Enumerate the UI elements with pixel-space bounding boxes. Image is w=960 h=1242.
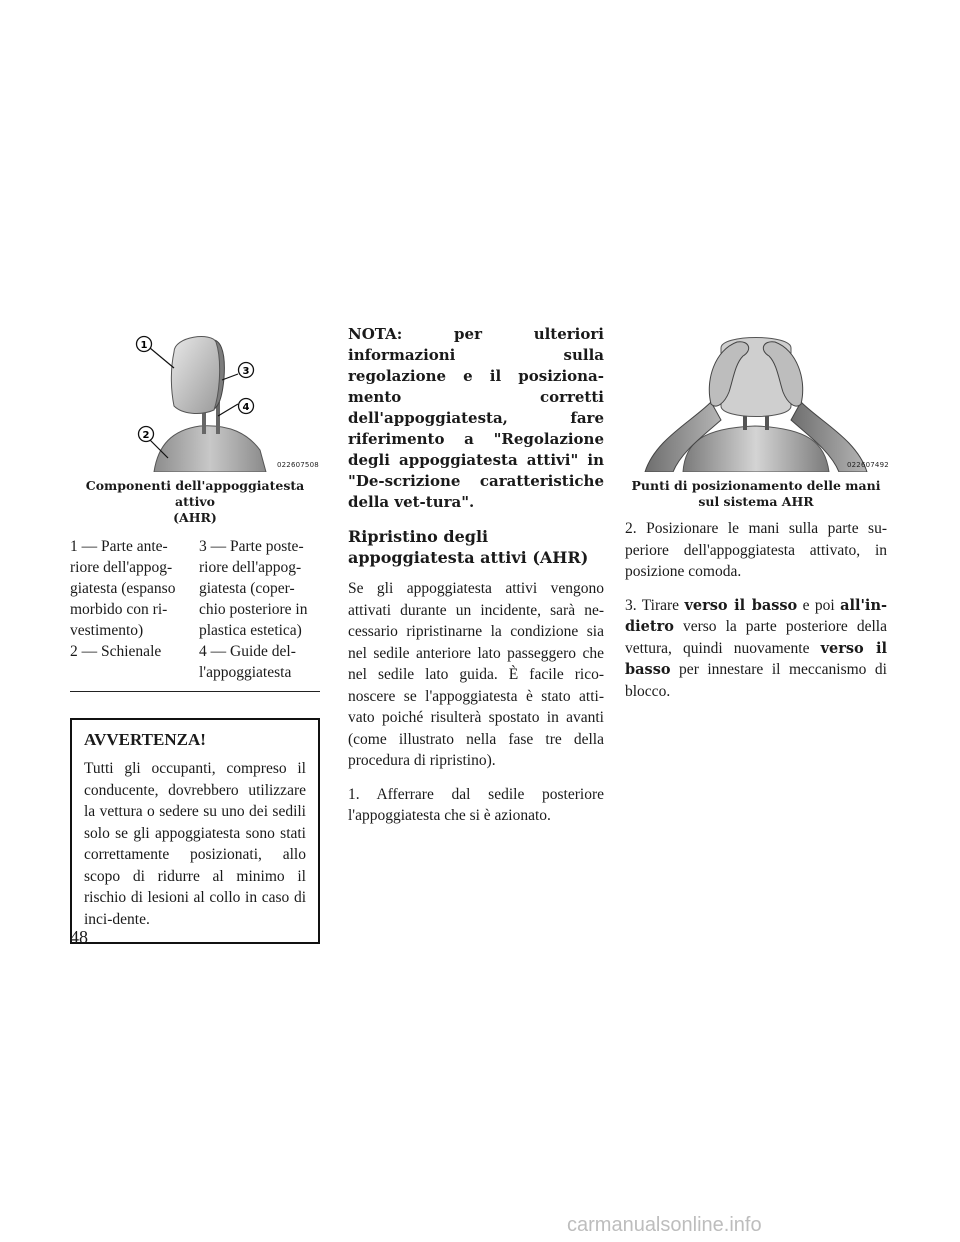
step-3-mid-1: e poi [797,596,841,614]
legend-item-3: 3 — Parte poste- riore dell'appog- giatesta (coper- chio posteriore in plastica estetica) [199,538,308,639]
legend-item-4: 4 — Guide del- l'appoggiatesta [199,643,296,681]
hand-placement-figure [625,330,887,472]
svg-text:2: 2 [142,430,150,441]
note-paragraph: NOTA: per ulteriori informazioni sulla regolazione e il posiziona-mento corretti dell'appoggiatesta, fare riferimento a "Regolazione degli appoggiatesta attivi" in "De-scrizione caratteristiche della vet-tura". [348,325,604,511]
figure-code: 022607492 [847,461,889,469]
legend-item-2: 2 — Schienale [70,643,162,660]
step-2-paragraph: 2. Posizionare le mani sulla parte su-periore dell'appoggiatesta attivato, in posizione comoda. [625,520,887,580]
legend-item-1: 1 — Parte ante- riore dell'appog- giatesta (espanso morbido con ri- vestimento) [70,538,176,639]
callout-1 [137,337,152,352]
figure-caption: Punti di posizionamento delle mani sul sistema AHR [631,478,881,509]
figure-caption: Componenti dell'appoggiatesta attivo (AHR) [85,478,305,525]
callout-4 [239,399,254,414]
headrest-components-illustration [70,330,320,472]
hand-placement-illustration [625,330,887,472]
svg-text:4: 4 [242,402,250,413]
legend-divider [70,691,320,692]
left-column [70,330,320,944]
step-3-bold-1: verso il basso [684,596,798,614]
svg-text:3: 3 [242,366,250,377]
middle-column [348,324,604,839]
body-paragraph: Se gli appoggiatesta attivi vengono attivati durante un incidente, sarà ne-cessario ripristinarne la condizione sia nel sedile anteriore lato passeggero che nel sedile lato guida. È facile rico-noscere se l'appoggiatesta è stato atti-vato poiché risulterà spostato in avanti (come illustrato nella fase tre della procedura di ripristino). [348,580,604,769]
right-column [625,330,887,714]
warning-title: AVVERTENZA! [84,730,206,749]
warning-text: Tutti gli occupanti, compreso il conducente, dovrebbero utilizzare la vettura o sedere su uno dei sedili solo se gli appoggiatesta sono stati correttamente posizionati, allo scopo di ridurre al minimo il rischio di lesioni al collo in caso di inci-dente. [84,760,306,928]
section-title: Ripristino degli appoggiatesta attivi (AHR) [348,527,589,567]
page-number: 48 [70,927,88,947]
warning-box [70,718,320,944]
step-3-bold-2: all'in-dietro [625,596,887,635]
watermark: carmanualsonline.info [567,1214,762,1236]
callout-2 [139,427,154,442]
callout-3 [239,363,254,378]
headrest-components-figure [70,330,320,472]
svg-text:1: 1 [140,340,148,351]
figure-code: 022607508 [277,461,319,469]
step-1-paragraph: 1. Afferrare dal sedile posteriore l'appoggiatesta che si è azionato. [348,785,604,824]
step-3-paragraph [625,595,887,703]
figure-legend [70,536,320,683]
step-3-mid-2: verso la parte posteriore della vettura, quindi nuovamente [625,618,887,657]
step-3-suffix: per innestare il meccanismo di blocco. [625,661,887,700]
step-3-prefix: 3. Tirare [625,596,685,614]
step-3-bold-3: verso il basso [625,639,887,678]
